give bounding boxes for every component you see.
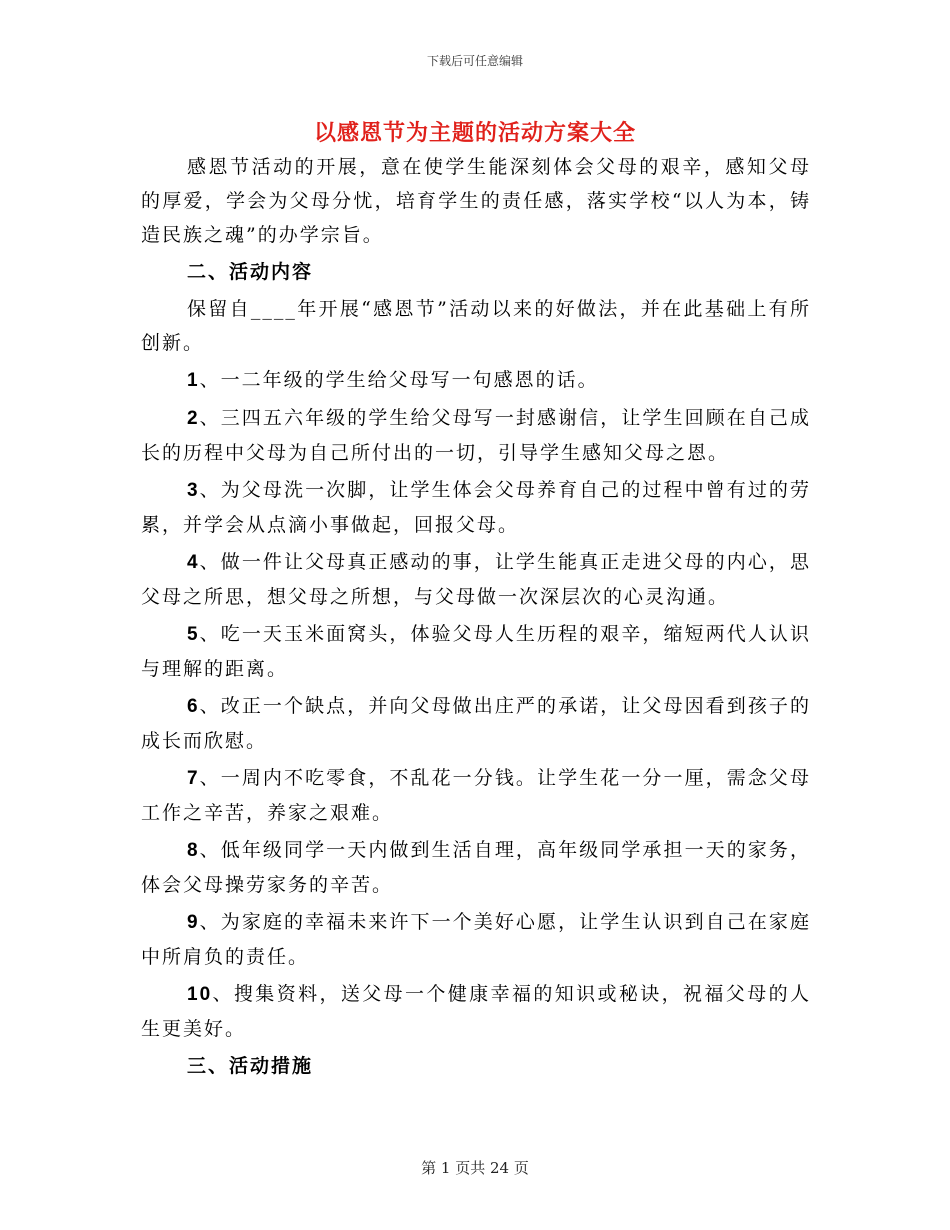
list-item <box>141 977 811 1046</box>
list-item-text: 、一二年级的学生给父母写一句感恩的话。 <box>199 369 599 391</box>
list-item-number: 1 <box>187 370 200 391</box>
document-body <box>141 150 811 1086</box>
list-item-number: 5 <box>187 624 200 645</box>
section-heading-measures: 三、活动措施 <box>187 1055 314 1077</box>
list-item <box>141 545 811 614</box>
list-item-text: 、做一件让父母真正感动的事，让学生能真正走进父母的内心，思父母之所思，想父母之所想，与父母做一次深层次的心灵沟通。 <box>141 551 811 608</box>
list-item <box>141 617 811 686</box>
list-item-number: 4 <box>187 552 200 573</box>
page-footer: 第 1 页共 24 页 <box>421 1159 529 1177</box>
page-header-note: 下载后可任意编辑 <box>426 54 523 68</box>
list-item-text: 、低年级同学一天内做到生活自理，高年级同学承担一天的家务，体会父母操劳家务的辛苦。 <box>141 839 811 896</box>
list-item-text: 、为父母洗一次脚，让学生体会父母养育自己的过程中曾有过的劳累，并学会从点滴小事做起，回报父母。 <box>141 479 811 536</box>
list-item <box>141 905 811 974</box>
list-item <box>141 473 811 542</box>
list-item-text: 、三四五六年级的学生给父母写一封感谢信，让学生回顾在自己成长的历程中父母为自己所付出的一切，引导学生感知父母之恩。 <box>141 407 811 464</box>
list-item-text: 、改正一个缺点，并向父母做出庄严的承诺，让父母因看到孩子的成长而欣慰。 <box>141 695 811 752</box>
list-item-number: 6 <box>187 696 200 717</box>
list-item <box>141 689 811 758</box>
list-item-number: 2 <box>187 408 200 429</box>
list-item-number: 9 <box>187 912 200 933</box>
list-item-number: 8 <box>187 840 200 861</box>
section-heading-content: 二、活动内容 <box>187 261 314 283</box>
document-title: 以感恩节为主题的活动方案大全 <box>313 120 636 146</box>
list-item-text: 、一周内不吃零食，不乱花一分钱。让学生花一分一厘，需念父母工作之辛苦，养家之艰难。 <box>141 767 811 824</box>
intro-paragraph: 感恩节活动的开展，意在使学生能深刻体会父母的艰辛，感知父母的厚爱，学会为父母分忧，培育学生的责任感，落实学校“以人为本，铸造民族之魂”的办学宗旨。 <box>141 156 811 246</box>
list-item-text: 、为家庭的幸福未来许下一个美好心愿，让学生认识到自己在家庭中所肩负的责任。 <box>141 911 811 968</box>
list-item <box>141 833 811 902</box>
list-item-number: 7 <box>187 768 200 789</box>
section-intro-paragraph: 保留自____年开展“感恩节”活动以来的好做法，并在此基础上有所创新。 <box>141 298 811 354</box>
list-item-number: 3 <box>187 480 200 501</box>
list-item-text: 、搜集资料，送父母一个健康幸福的知识或秘诀，祝福父母的人生更美好。 <box>141 983 811 1040</box>
list-item-text: 、吃一天玉米面窝头，体验父母人生历程的艰辛，缩短两代人认识与理解的距离。 <box>141 623 811 680</box>
list-item <box>141 761 811 830</box>
list-item <box>141 401 811 470</box>
list-item <box>141 363 811 398</box>
list-item-number: 10 <box>187 984 213 1005</box>
